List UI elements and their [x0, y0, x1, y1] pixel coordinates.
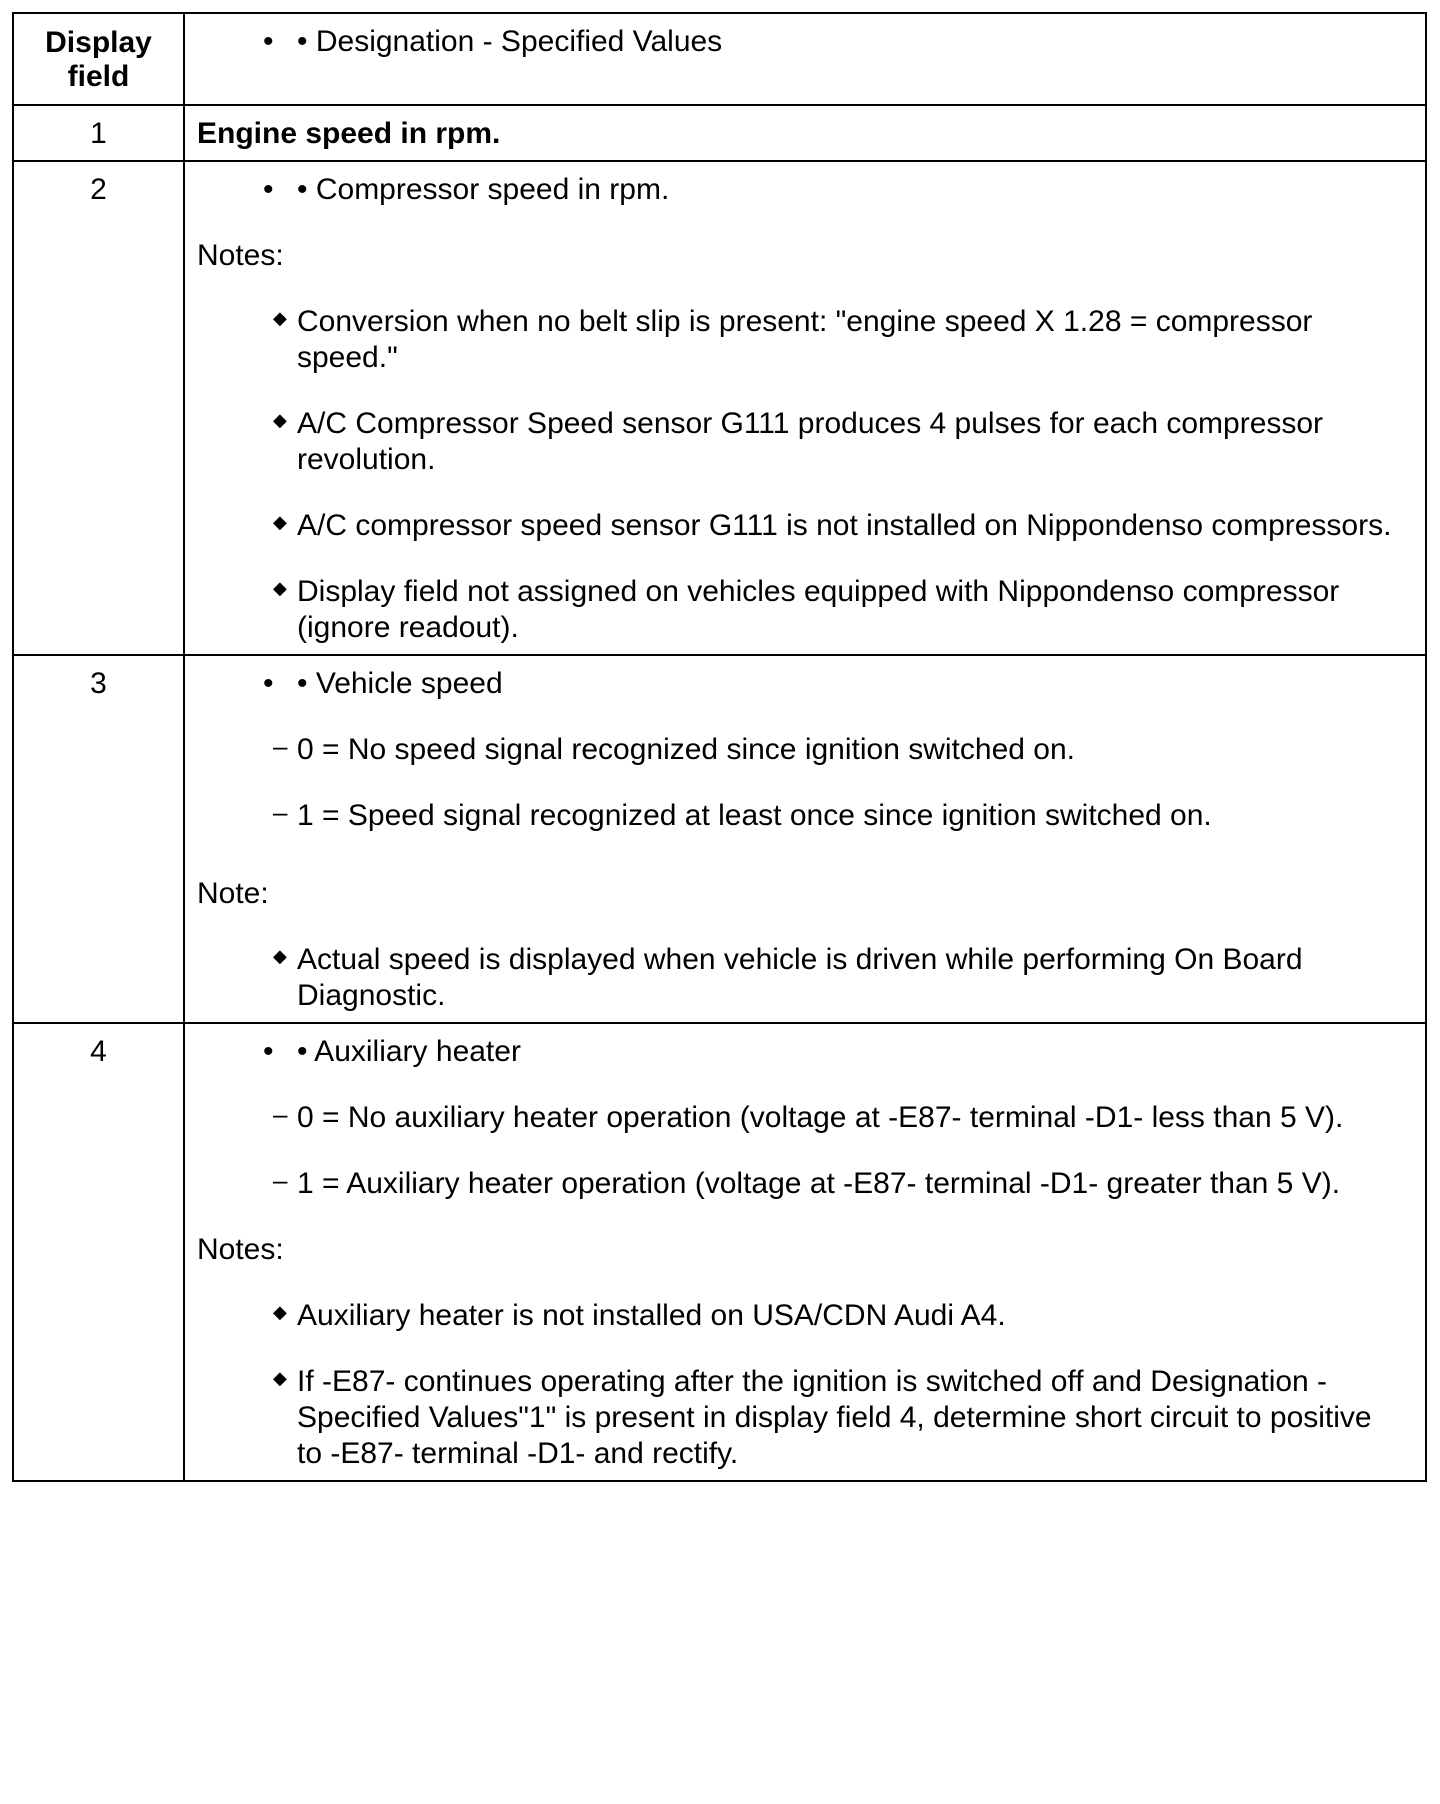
table-row [13, 655, 1426, 1023]
header-bullet-item [197, 24, 1395, 60]
note-text: Auxiliary heater is not installed on USA/CDN Audi A4. [297, 1299, 1006, 1332]
header-designation-cell [184, 13, 1426, 105]
table-header-row [13, 13, 1426, 105]
note-item [197, 304, 1395, 376]
diamond-bullet-icon: ◆ [273, 410, 287, 430]
field-description [184, 161, 1426, 655]
diamond-bullet-icon: ◆ [273, 946, 287, 966]
field-description [184, 655, 1426, 1023]
diamond-bullet-icon: ◆ [273, 1368, 287, 1388]
value-text: 0 = No auxiliary heater operation (voltage at -E87- terminal -D1- less than 5 V). [297, 1101, 1344, 1134]
notes-label: Notes: [197, 1233, 284, 1266]
bullet-dot-icon: • [263, 25, 274, 58]
note-text: If -E87- continues operating after the ignition is switched off and Designation - Specified Values"1" is present in display field 4, determine short circuit to positive to -E87- terminal -D1- and rectify. [297, 1365, 1372, 1470]
note-item [197, 574, 1395, 646]
value-text: 1 = Auxiliary heater operation (voltage at -E87- terminal -D1- greater than 5 V). [297, 1167, 1341, 1200]
header-display-field: Display field [13, 13, 184, 105]
note-item [197, 406, 1395, 478]
notes-label: Notes: [197, 239, 284, 272]
notes-label: Note: [197, 877, 269, 910]
note-text: Display field not assigned on vehicles equipped with Nippondenso compressor (ignore readout). [297, 575, 1340, 644]
note-text: Actual speed is displayed when vehicle is driven while performing On Board Diagnostic. [297, 943, 1303, 1012]
note-item [197, 1298, 1395, 1334]
diamond-bullet-icon: ◆ [273, 578, 287, 598]
note-item [197, 508, 1395, 544]
value-text: 0 = No speed signal recognized since ignition switched on. [297, 733, 1075, 766]
table-row [13, 105, 1426, 161]
field-number: 4 [13, 1023, 184, 1481]
field-number: 1 [13, 105, 184, 161]
dash-bullet-icon: – [273, 731, 288, 761]
field-description [184, 105, 1426, 161]
note-item [197, 1364, 1395, 1472]
bullet-dot-icon: • [263, 667, 274, 700]
bullet-text: • Compressor speed in rpm. [297, 173, 670, 206]
diamond-bullet-icon: ◆ [273, 1302, 287, 1322]
dash-bullet-icon: – [273, 1165, 288, 1195]
value-item [197, 1100, 1395, 1136]
diamond-bullet-icon: ◆ [273, 512, 287, 532]
bullet-item [197, 666, 1395, 702]
value-item [197, 798, 1395, 834]
row-title: Engine speed in rpm. [197, 117, 501, 150]
field-description [184, 1023, 1426, 1481]
note-text: Conversion when no belt slip is present: "engine speed X 1.28 = compressor speed." [297, 305, 1313, 374]
bullet-text: • Vehicle speed [297, 667, 503, 700]
display-field-table [12, 12, 1427, 1482]
field-number: 3 [13, 655, 184, 1023]
dash-bullet-icon: – [273, 1099, 288, 1129]
note-text: A/C Compressor Speed sensor G111 produces 4 pulses for each compressor revolution. [297, 407, 1324, 476]
value-item [197, 1166, 1395, 1202]
value-item [197, 732, 1395, 768]
bullet-item [197, 172, 1395, 208]
value-text: 1 = Speed signal recognized at least once since ignition switched on. [297, 799, 1212, 832]
header-designation: • Designation - Specified Values [297, 25, 723, 58]
bullet-dot-icon: • [263, 173, 274, 206]
note-text: A/C compressor speed sensor G111 is not installed on Nippondenso compressors. [297, 509, 1392, 542]
note-item [197, 942, 1395, 1014]
field-number: 2 [13, 161, 184, 655]
bullet-text: • Auxiliary heater [297, 1035, 521, 1068]
bullet-dot-icon: • [263, 1035, 274, 1068]
dash-bullet-icon: – [273, 797, 288, 827]
table-row [13, 1023, 1426, 1481]
diamond-bullet-icon: ◆ [273, 308, 287, 328]
bullet-item [197, 1034, 1395, 1070]
table-row [13, 161, 1426, 655]
